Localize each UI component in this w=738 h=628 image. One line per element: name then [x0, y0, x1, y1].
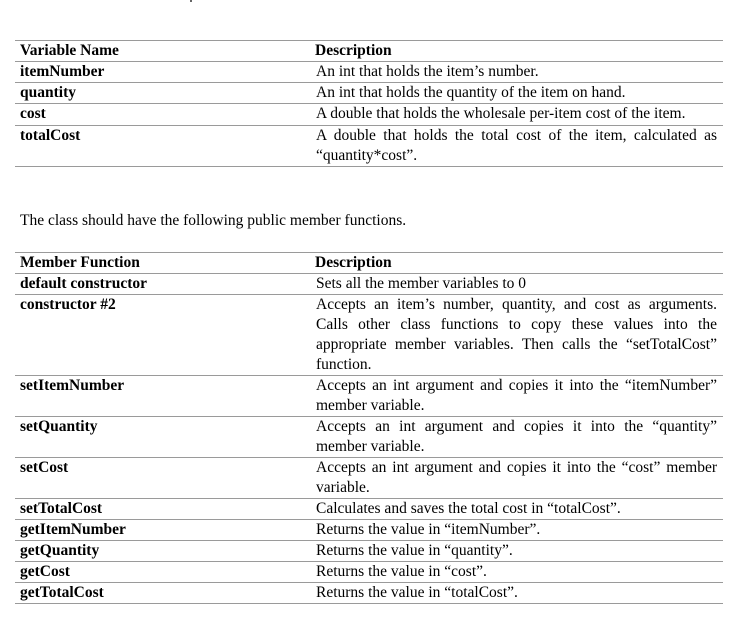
- function-name: setTotalCost: [15, 499, 310, 520]
- variable-name: itemNumber: [15, 62, 310, 83]
- function-description: Returns the value in “quantity”.: [310, 541, 723, 562]
- function-name: getQuantity: [15, 541, 310, 562]
- function-description: Returns the value in “cost”.: [310, 562, 723, 583]
- variable-description: An int that holds the quantity of the item on hand.: [310, 83, 723, 104]
- variable-name: cost: [15, 104, 310, 126]
- variables-header-name: Variable Name: [15, 41, 310, 62]
- table-row: [15, 274, 723, 295]
- stray-dot-mark: [190, 0, 192, 2]
- functions-table-header-row: [15, 253, 723, 274]
- function-description: Accepts an int argument and copies it into the “cost” member variable.: [310, 458, 723, 499]
- variable-description: A double that holds the total cost of the item, calculated as “quantity*cost”.: [310, 126, 723, 167]
- variables-table-header-row: [15, 41, 723, 62]
- function-name: setCost: [15, 458, 310, 499]
- function-name: getTotalCost: [15, 583, 310, 604]
- function-name: default constructor: [15, 274, 310, 295]
- table-row: [15, 458, 723, 499]
- variable-name: totalCost: [15, 126, 310, 167]
- table-row: [15, 520, 723, 541]
- table-row: [15, 126, 723, 167]
- functions-table: [15, 252, 723, 604]
- variable-description: A double that holds the wholesale per-item cost of the item.: [310, 104, 723, 126]
- function-name: getCost: [15, 562, 310, 583]
- function-description: Accepts an int argument and copies it into the “quantity” member variable.: [310, 417, 723, 458]
- table-row: [15, 104, 723, 126]
- function-description: Returns the value in “totalCost”.: [310, 583, 723, 604]
- function-description: Accepts an int argument and copies it into the “itemNumber” member variable.: [310, 376, 723, 417]
- function-name: constructor #2: [15, 295, 310, 376]
- table-row: [15, 562, 723, 583]
- table-row: [15, 417, 723, 458]
- variables-header-description: Description: [310, 41, 723, 62]
- table-row: [15, 499, 723, 520]
- function-description: Accepts an item’s number, quantity, and cost as arguments. Calls other class functions to copy these values into the appropriate member variables. Then calls the “setTotalCost” function.: [310, 295, 723, 376]
- intro-paragraph: The class should have the following public member functions.: [20, 212, 407, 229]
- table-row: [15, 295, 723, 376]
- function-name: setQuantity: [15, 417, 310, 458]
- table-row: [15, 62, 723, 83]
- variable-name: quantity: [15, 83, 310, 104]
- function-description: Calculates and saves the total cost in “totalCost”.: [310, 499, 723, 520]
- function-description: Returns the value in “itemNumber”.: [310, 520, 723, 541]
- table-row: [15, 583, 723, 604]
- variables-table: [15, 40, 723, 167]
- function-name: getItemNumber: [15, 520, 310, 541]
- function-name: setItemNumber: [15, 376, 310, 417]
- functions-header-name: Member Function: [15, 253, 310, 274]
- table-row: [15, 83, 723, 104]
- table-row: [15, 541, 723, 562]
- functions-header-description: Description: [310, 253, 723, 274]
- table-row: [15, 376, 723, 417]
- variable-description: An int that holds the item’s number.: [310, 62, 723, 83]
- function-description: Sets all the member variables to 0: [310, 274, 723, 295]
